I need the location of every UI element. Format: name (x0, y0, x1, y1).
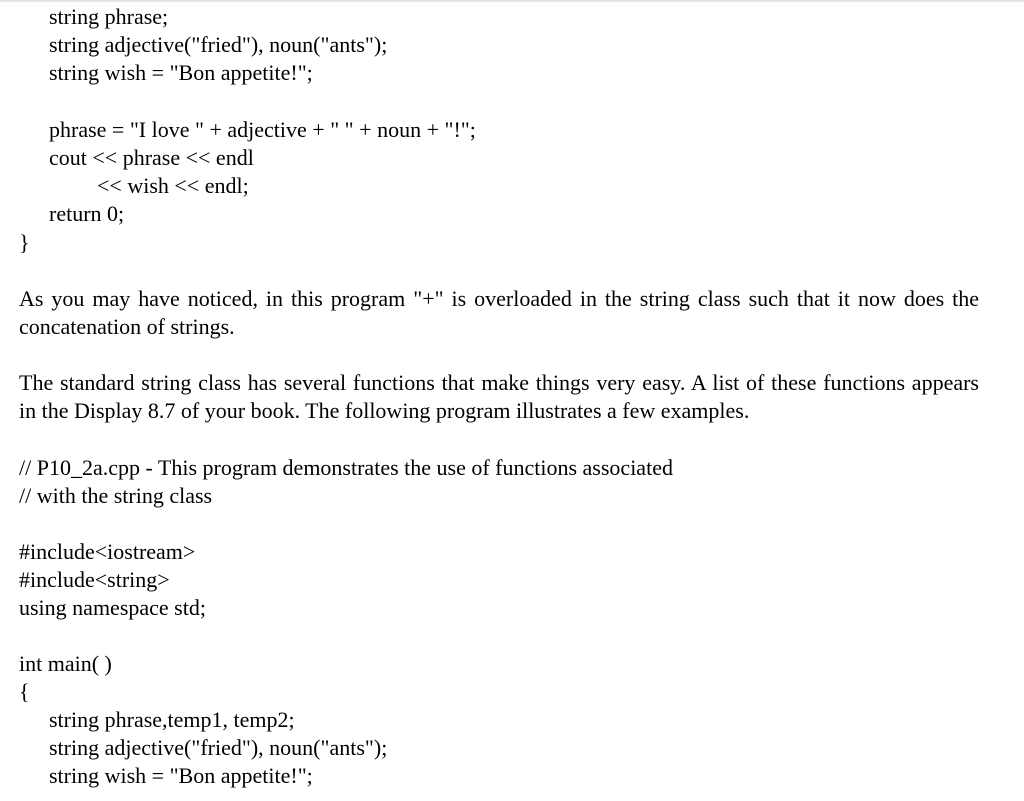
code-comment-line: // P10_2a.cpp - This program demonstrates the use of functions associated (19, 455, 673, 480)
code-line: string phrase; (49, 4, 169, 29)
code-main-signature: int main( ) (19, 651, 112, 676)
code-line: phrase = "I love " + adjective + " " + noun + "!"; (49, 117, 476, 142)
code-line: string wish = "Bon appetite!"; (49, 763, 313, 788)
code-line: << wish << endl; (97, 173, 249, 198)
code-comment-line: // with the string class (19, 483, 213, 508)
code-include-line: #include<string> (19, 567, 170, 592)
code-line: string wish = "Bon appetite!"; (49, 60, 313, 85)
code-line-closing-brace: } (19, 230, 30, 255)
code-line: string adjective("fried"), noun("ants"); (49, 735, 388, 760)
paragraph-string-functions: The standard string class has several functions that make things very easy. A list of these functions appears in the Display 8.7 of your book. The following program illustrates a few examples. (19, 370, 979, 423)
code-using-line: using namespace std; (19, 595, 206, 620)
paragraph-overloading: As you may have noticed, in this program "+" is overloaded in the string class such that it now does the concatenation of strings. (19, 286, 979, 339)
code-line: string phrase,temp1, temp2; (49, 707, 295, 732)
code-opening-brace: { (19, 679, 30, 704)
code-include-line: #include<iostream> (19, 539, 196, 564)
code-line: string adjective("fried"), noun("ants"); (49, 32, 388, 57)
code-line: cout << phrase << endl (49, 145, 254, 170)
code-line: return 0; (49, 201, 125, 226)
